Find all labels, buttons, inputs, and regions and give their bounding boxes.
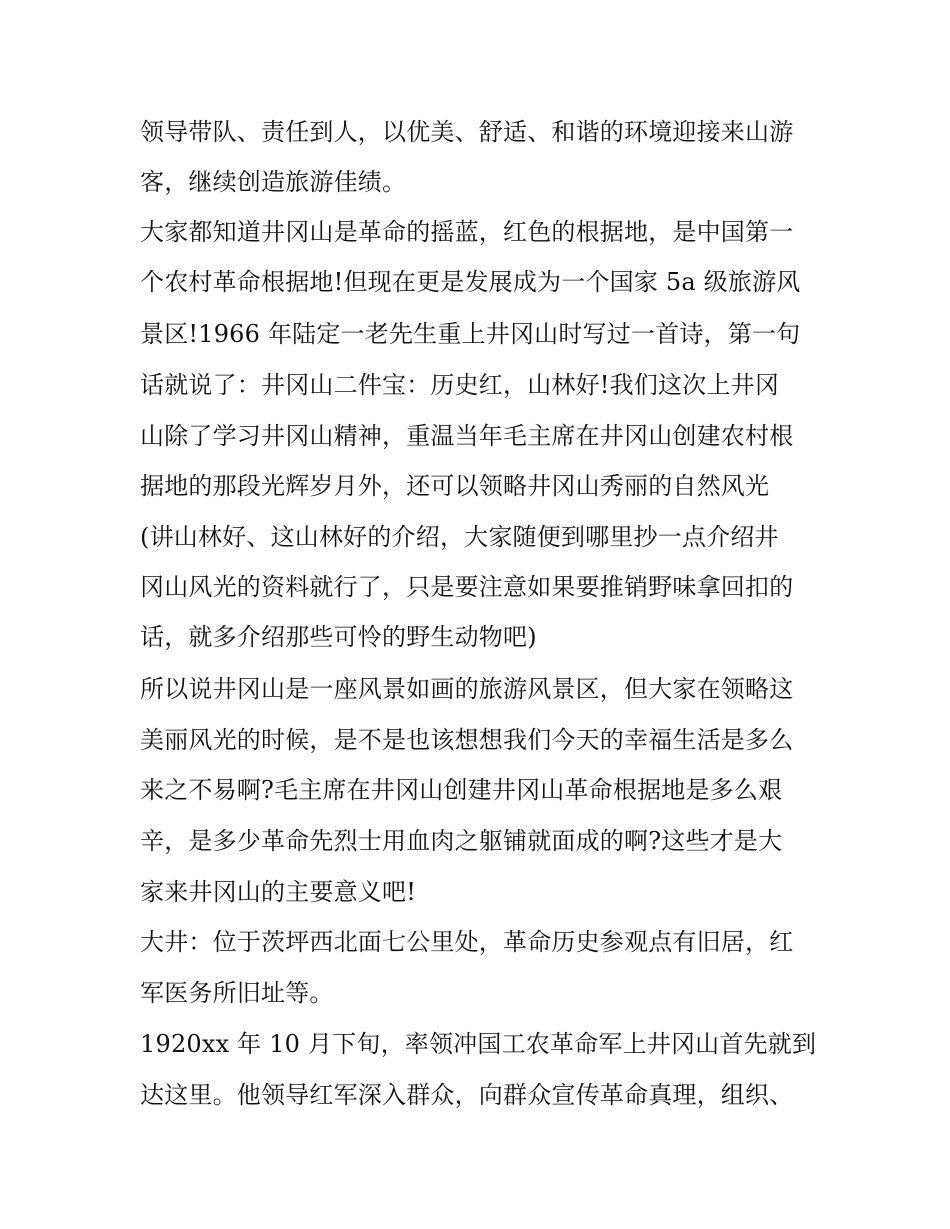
text-line: 话，就多介绍那些可怜的野生动物吧) <box>140 623 537 651</box>
text-line: 景区!1966 年陆定一老先生重上井冈山时写过一首诗，第一句 <box>140 320 801 348</box>
text-line: 所以说井冈山是一座风景如画的旅游风景区，但大家在领略这 <box>140 675 794 703</box>
text-line: 达这里。他领导红军深入群众，向群众宣传革命真理，组织、 <box>140 1081 794 1109</box>
text-line: 话就说了：井冈山二件宝：历史红，山林好!我们这次上井冈 <box>140 371 780 399</box>
text-line: 辛，是多少革命先烈士用血肉之躯铺就面成的啊?这些才是大 <box>140 827 783 855</box>
text-line: 大井：位于茨坪西北面七公里处，革命历史参观点有旧居，红 <box>140 928 794 956</box>
text-line: 大家都知道井冈山是革命的摇蓝，红色的根据地，是中国第一 <box>140 218 794 246</box>
text-line: 来之不易啊?毛主席在井冈山创建井冈山革命根据地是多么艰 <box>140 776 783 804</box>
text-line: 据地的那段光辉岁月外，还可以领略井冈山秀丽的自然风光 <box>140 472 770 500</box>
text-line: 家来井冈山的主要意义吧! <box>140 878 417 906</box>
text-line: 军医务所旧址等。 <box>140 979 334 1007</box>
text-line: 客，继续创造旅游佳绩。 <box>140 168 407 196</box>
text-line: 冈山风光的资料就行了，只是要注意如果要推销野味拿回扣的 <box>140 573 794 601</box>
text-line: 个农村革命根据地!但现在更是发展成为一个国家 5a 级旅游风 <box>140 268 801 296</box>
text-line: 1920xx 年 10 月下旬，率领冲国工农革命军上井冈山首先就到 <box>140 1030 817 1058</box>
text-line: (讲山林好、这山林好的介绍，大家随便到哪里抄一点介绍井 <box>140 523 779 551</box>
text-line: 美丽风光的时候，是不是也该想想我们今天的幸福生活是多么 <box>140 726 794 754</box>
text-line: 领导带队、责任到人，以优美、舒适、和谐的环境迎接来山游 <box>140 118 794 146</box>
text-line: 山除了学习井冈山精神，重温当年毛主席在井冈山创建农村根 <box>140 422 794 450</box>
